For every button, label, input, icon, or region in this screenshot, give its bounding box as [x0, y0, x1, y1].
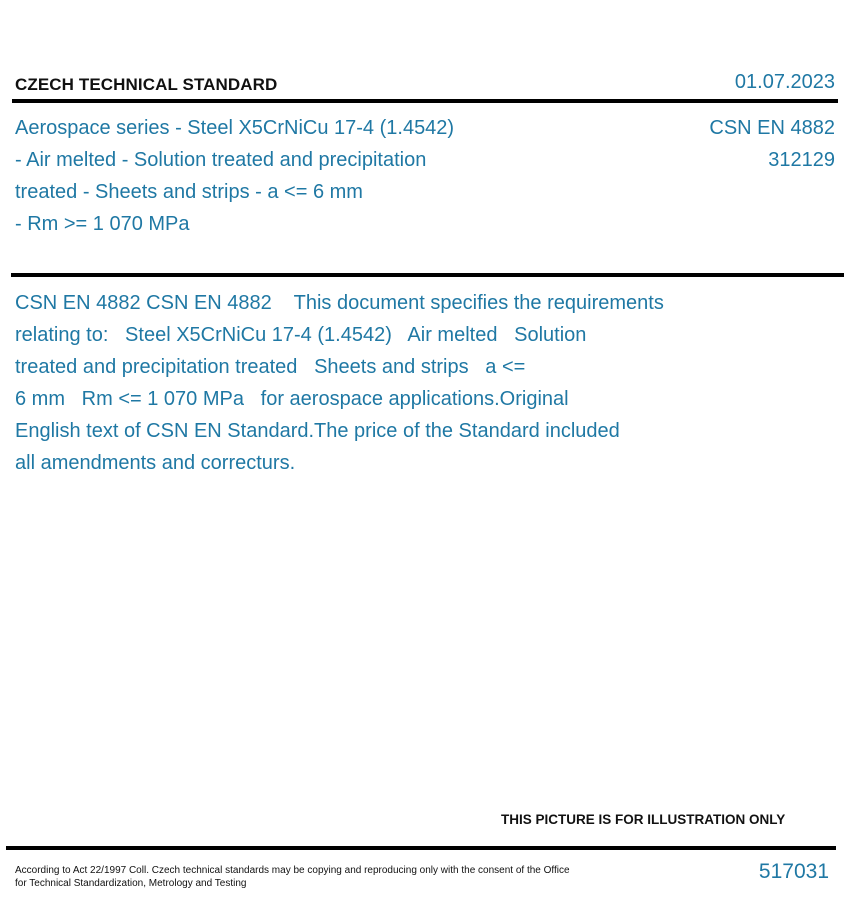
title-line: Aerospace series - Steel X5CrNiCu 17-4 (1.4542) — [15, 117, 455, 139]
description-line: CSN EN 4882 CSN EN 4882 This document specifies the requirements — [15, 292, 664, 314]
section-divider — [11, 273, 844, 277]
description-line: relating to: Steel X5CrNiCu 17-4 (1.4542) Air melted Solution — [15, 324, 587, 346]
title-line: treated - Sheets and strips - a <= 6 mm — [15, 181, 363, 203]
standard-description — [15, 287, 735, 479]
footer-number: 517031 — [758, 860, 829, 883]
legal-notice — [15, 864, 595, 890]
legal-line: According to Act 22/1997 Coll. Czech technical standards may be copying and reproducing only with the consent of the Office — [15, 865, 570, 876]
description-line: English text of CSN EN Standard.The price of the Standard included — [15, 420, 620, 442]
title-line: - Air melted - Solution treated and precipitation — [15, 149, 427, 171]
header-divider — [12, 99, 838, 103]
document-heading: CZECH TECHNICAL STANDARD — [15, 75, 278, 94]
publication-date: 01.07.2023 — [734, 71, 835, 93]
description-line: all amendments and correcturs. — [15, 452, 296, 474]
footer-divider — [6, 846, 836, 850]
illustration-note: THIS PICTURE IS FOR ILLUSTRATION ONLY — [501, 812, 786, 827]
description-line: 6 mm Rm <= 1 070 MPa for aerospace applications.Original — [15, 388, 569, 410]
description-line: treated and precipitation treated Sheets and strips a <= — [15, 356, 526, 378]
standard-code: CSN EN 4882 — [709, 117, 835, 139]
title-line: - Rm >= 1 070 MPa — [15, 213, 190, 235]
standard-title — [15, 112, 535, 240]
legal-line: for Technical Standardization, Metrology and Testing — [15, 878, 247, 889]
catalog-number: 312129 — [768, 149, 835, 171]
standard-identifiers — [709, 112, 835, 176]
